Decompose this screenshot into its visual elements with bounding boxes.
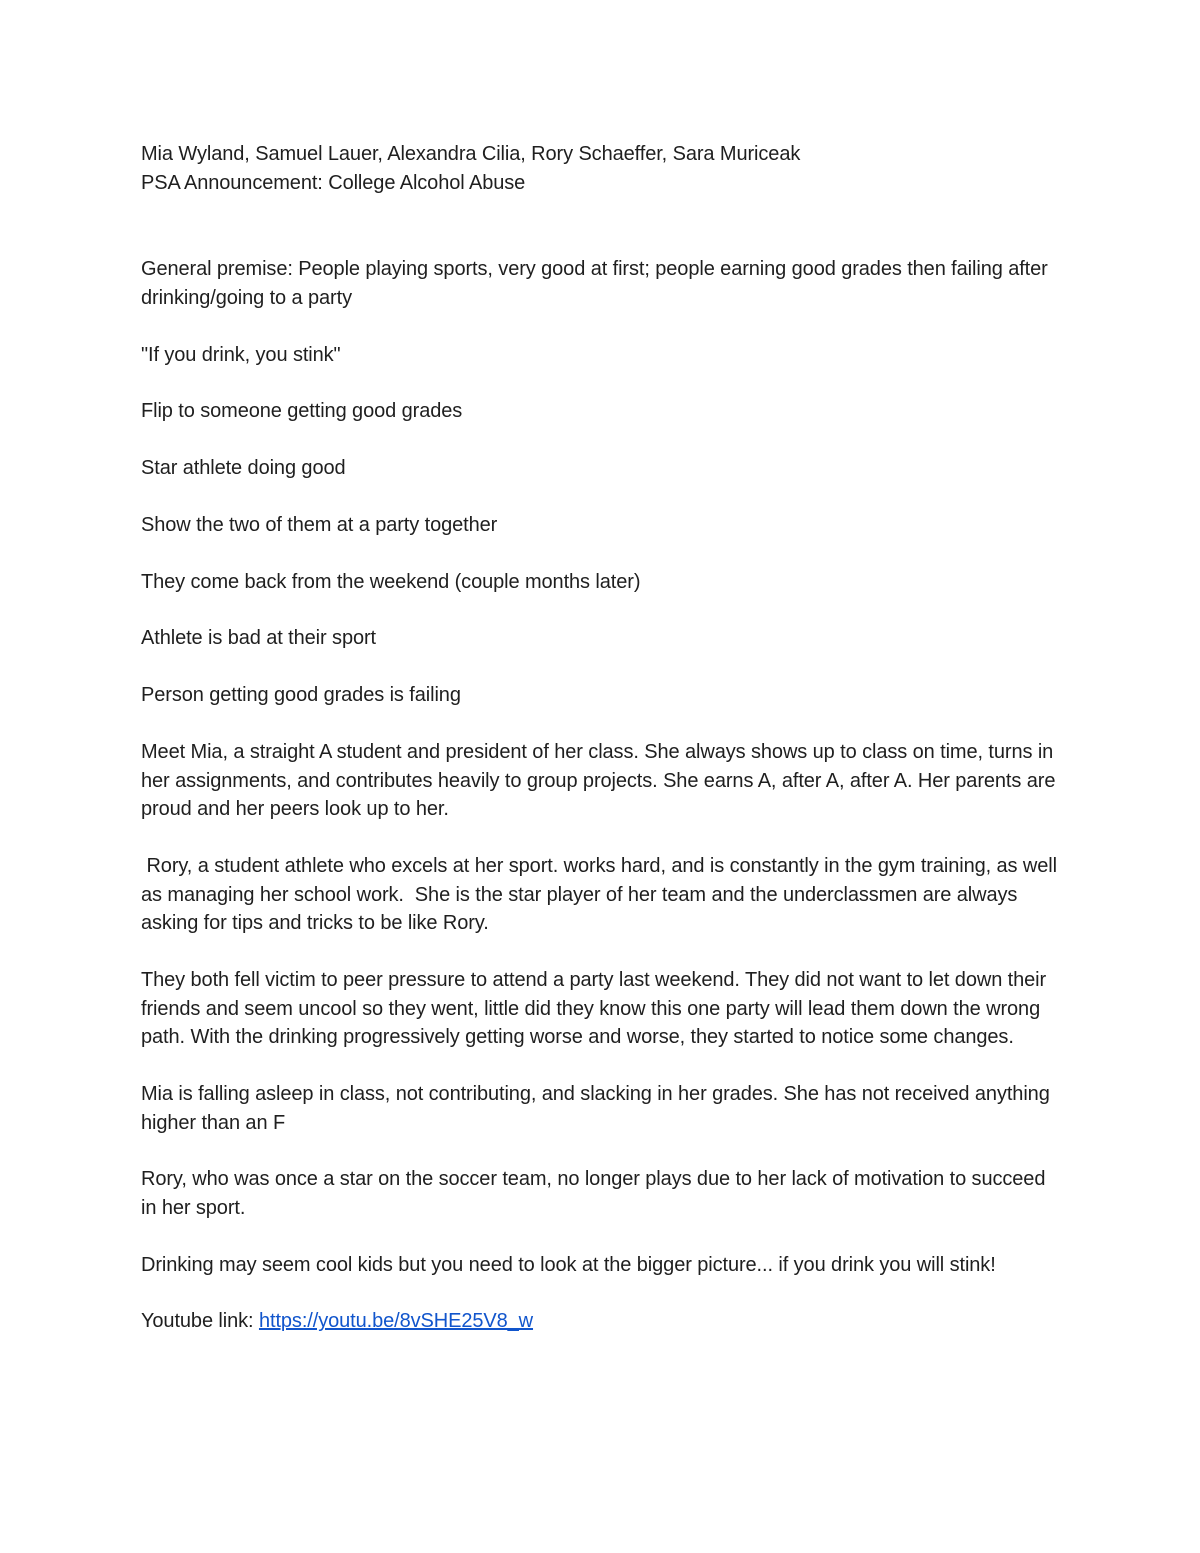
paragraph-scene: Flip to someone getting good grades [141,400,463,423]
document-body [141,140,1061,1364]
youtube-link-label: Youtube link: [141,1310,259,1333]
paragraph-scene: Athlete is bad at their sport [141,627,377,650]
paragraph-slogan: "If you drink, you stink" [141,343,341,366]
paragraph-scene: Person getting good grades is failing [141,684,461,707]
paragraph-general-premise: General premise: People playing sports, very good at first; people earning good grades then failing after drinking/going to a party [141,258,1048,309]
authors-line: Mia Wyland, Samuel Lauer, Alexandra Cilia, Rory Schaeffer, Sara Muriceak [141,143,801,165]
spacer [141,197,1061,255]
paragraph-scene: They come back from the weekend (couple months later) [141,570,641,593]
youtube-link[interactable]: https://youtu.be/8vSHE25V8_w [258,1310,534,1333]
paragraph-conclusion: Drinking may seem cool kids but you need to look at the bigger picture... if you drink you will stink! [141,1253,996,1276]
paragraph-rory: Rory, a student athlete who excels at her sport. works hard, and is constantly in the gym training, as well as managing her school work. She is the star player of her team and the underclassmen are always asking for tips and tricks to be like Rory. [141,855,1063,935]
paragraph-peer-pressure: They both fell victim to peer pressure to attend a party last weekend. They did not want to let down their friends and seem uncool so they went, little did they know this one party will lead them down the wrong path. With the drinking progressively getting worse and worse, they started to notice some changes. [141,968,1047,1049]
document-title: PSA Announcement: College Alcohol Abuse [141,171,526,194]
paragraph-rory-quit: Rory, who was once a star on the soccer team, no longer plays due to her lack of motivation to succeed in her sport. [141,1168,1046,1219]
youtube-link-line [141,1307,1061,1336]
paragraph-meet-mia: Meet Mia, a straight A student and president of her class. She always shows up to class on time, turns in her assignments, and contributes heavily to group projects. She earns A, after A, after A. Her parents are proud and her peers look up to her. [141,741,1056,821]
paragraph-mia-failing: Mia is falling asleep in class, not contributing, and slacking in her grades. She has not received anything higher than an F [141,1082,1050,1134]
paragraph-scene: Star athlete doing good [141,457,346,480]
paragraph-scene: Show the two of them at a party together [141,513,498,536]
